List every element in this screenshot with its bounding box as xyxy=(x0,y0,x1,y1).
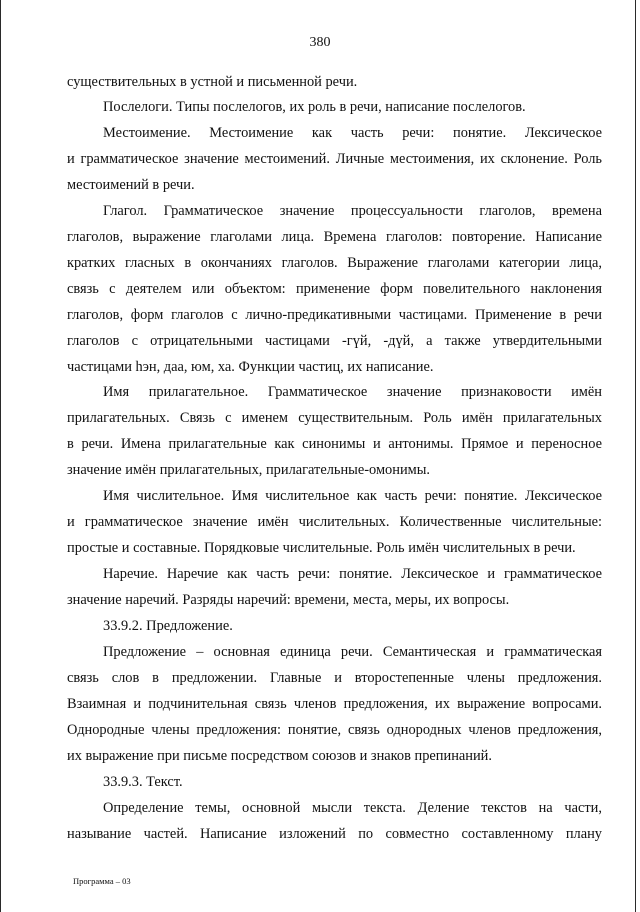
text-line: их выражение при письме посредством союзов и знаков препинаний. xyxy=(67,748,492,764)
text-line: Местоимение. Местоимение как часть речи: понятие. Лексическое xyxy=(103,125,602,141)
text-line: называние частей. Написание изложений по совместно составленному плану xyxy=(67,826,602,842)
scan-edge-right xyxy=(635,0,636,912)
page-number: 380 xyxy=(309,35,331,50)
text-line: Имя числительное. Имя числительное как часть речи: понятие. Лексическое xyxy=(103,488,602,504)
text-line: и грамматическое значение имён числительных. Количественные числительные: xyxy=(67,514,602,530)
text-line: прилагательных. Связь с именем существительным. Роль имён прилагательных xyxy=(67,410,602,426)
text-line: глаголов с отрицательными частицами -гүй, -дүй, а также утвердительными xyxy=(67,333,602,349)
scan-edge-left xyxy=(0,0,1,912)
text-line: и грамматическое значение местоимений. Личные местоимения, их склонение. Роль xyxy=(67,151,602,167)
text-line: Взаимная и подчинительная связь членов предложения, их выражение вопросами. xyxy=(67,696,602,712)
text-line: кратких гласных в окончаниях глаголов. Выражение глаголами категории лица, xyxy=(67,255,602,271)
text-line: Глагол. Грамматическое значение процессуальности глаголов, времена xyxy=(103,203,602,219)
section-heading: 33.9.2. Предложение. xyxy=(103,618,233,634)
text-line: Послелоги. Типы послелогов, их роль в речи, написание послелогов. xyxy=(103,99,526,115)
text-line: Имя прилагательное. Грамматическое значение признаковости имён xyxy=(103,384,602,400)
text-line: связь слов в предложении. Главные и второстепенные члены предложения. xyxy=(67,670,602,686)
text-line: значение наречий. Разряды наречий: времени, места, меры, их вопросы. xyxy=(67,592,510,608)
text-line: значение имён прилагательных, прилагательные-омонимы. xyxy=(67,462,431,478)
text-line: глаголов, форм глаголов с лично-предикативными частицами. Применение в речи xyxy=(67,307,602,323)
text-line: Наречие. Наречие как часть речи: понятие. Лексическое и грамматическое xyxy=(103,566,602,582)
text-line: глаголов, выражение глаголами лица. Времена глаголов: повторение. Написание xyxy=(67,229,602,245)
text-line: простые и составные. Порядковые числительные. Роль имён числительных в речи. xyxy=(67,540,576,556)
text-line: в речи. Имена прилагательные как синонимы и антонимы. Прямое и переносное xyxy=(67,436,602,452)
text-line: Однородные члены предложения: понятие, связь однородных членов предложения, xyxy=(67,722,602,738)
text-line: частицами һэн, даа, юм, ха. Функции частиц, их написание. xyxy=(67,359,434,375)
text-line: существительных в устной и письменной речи. xyxy=(67,74,358,90)
text-line: Предложение – основная единица речи. Семантическая и грамматическая xyxy=(103,644,602,660)
text-line: связь с деятелем или объектом: применение форм повелительного наклонения xyxy=(67,281,602,297)
text-line: местоимений в речи. xyxy=(67,177,195,193)
section-heading: 33.9.3. Текст. xyxy=(103,774,183,790)
page-footer: Программа – 03 xyxy=(73,876,131,886)
text-line: Определение темы, основной мысли текста. Деление текстов на части, xyxy=(103,800,602,816)
